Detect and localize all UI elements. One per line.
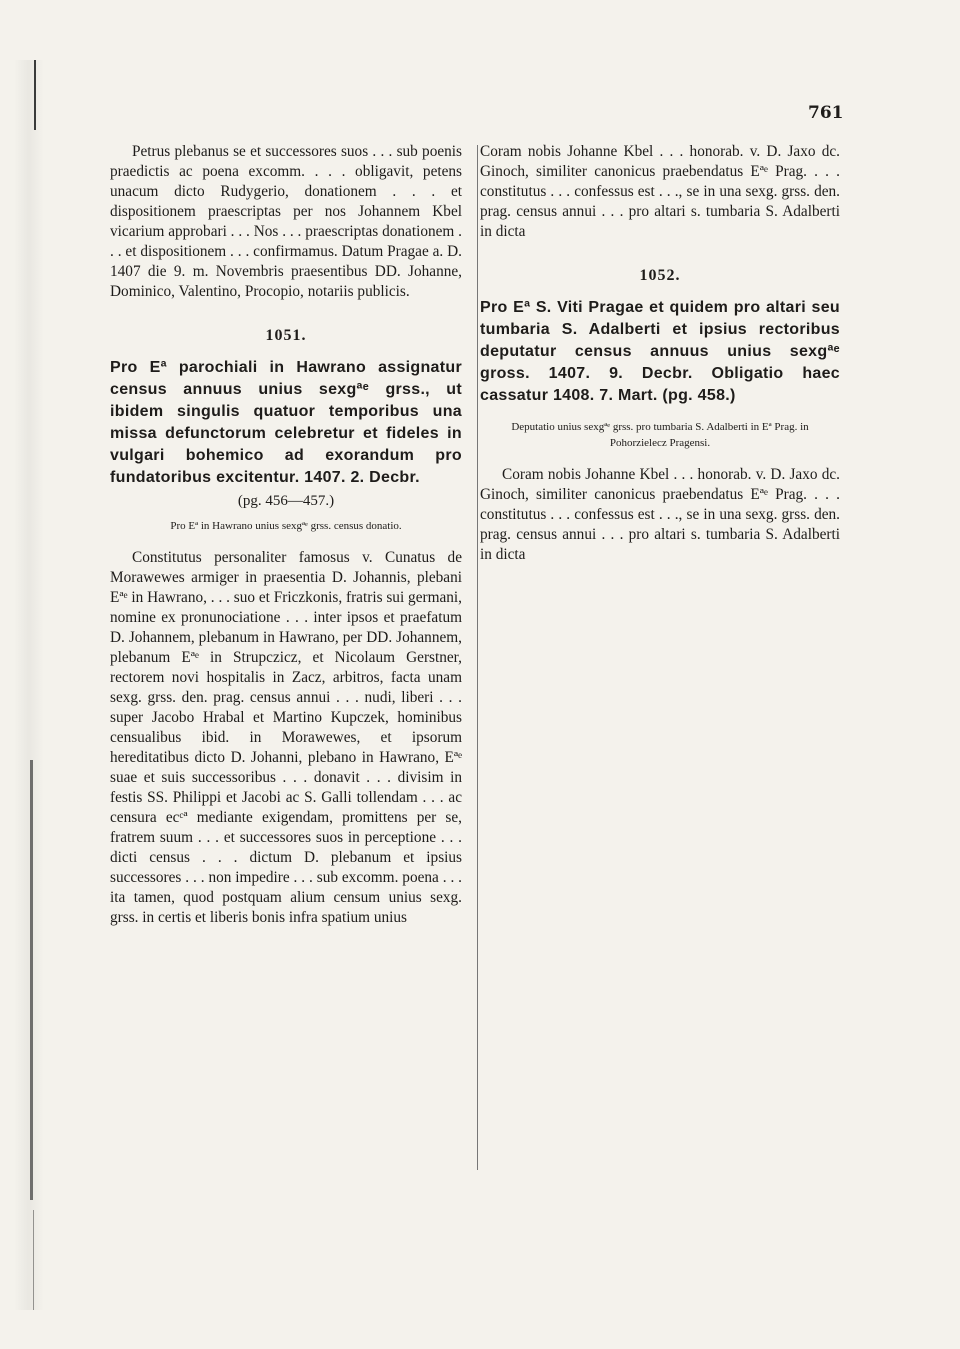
intro-text: Petrus plebanus se et successores suos . . . sub poenis praedictis ac poena excomm. . . . obligavit, petens unacum dicto Rudygerio, donationem . . . et dispositionem praescriptas per nos Johannem Kbel vicarium approbari . . . Nos . . . praescriptas donationem . . . et dispositionem . . . confirmamus. Datum Pragae a. D. 1407 die 9. m. Novembris praesentibus DD. Johanne, Dominico, Valentino, Procopio, notariis publicis. <box>110 143 462 300</box>
entry-heading: Pro Eª parochiali in Hawrano assignatur census annuus unius sexgªᵉ grss., ut ibidem singulis quatuor temporibus una missa defunctorum celebretur et fideles in vulgari bohemico ad exorandum pro fundatoribus excitentur. 1407. 2. Decbr. <box>110 359 462 486</box>
regest: Deputatio unius sexgªᵉ grss. pro tumbaria S. Adalberti in Eª Prag. in Pohorzielecz Pragensi. <box>511 421 809 449</box>
body-text: Constitutus personaliter famosus v. Cunatus de Morawewes armiger in praesentia D. Johannis, plebani Eªᵉ in Hawrano, . . . suo et Friczkonis, fratris sui germani, nomine ex pronunociatione . . . inter ipsos et praefatum D. Johannem, plebanum in Hawrano, per DD. Johannem, plebanum Eªᵉ in Strupczicz, et Nicolaum Gerstner, rectorem novi hospitalis in Zacz, arbitros, facta unam sexg. grss. den. prag. census annui . . . nudi, liberi . . . super Jacobo Hrabal et Martino Kupczek, hominibus censualibus ibid. in Morawewes, et ipsorum hereditatibus dicto D. Johanni, plebano in Hawrano, Eªᵉ suae et suis successoribus . . . donavit . . . divisim in festis SS. Philippi et Jacobi ac S. Galli tollendam . . . ac censura ecᶜª mediante exigendam, promittens per se, fratrem suum . . . et successores suos in perceptione . . . dicti census . . . dictum D. plebanum et ipsius successores . . . non impedire . . . sub excomm. poena . . . ita tamen, quod postquam alium censum unius sexg. grss. in certis et liberis bonis infra spatium unius <box>110 549 462 926</box>
edge-mark <box>30 760 33 1200</box>
right-column <box>480 142 840 565</box>
page-number: 761 <box>808 103 844 123</box>
entry-number: 1051. <box>265 327 307 344</box>
regest: Pro Eª in Hawrano unius sexgªᵉ grss. census donatio. <box>170 520 402 532</box>
left-column <box>110 142 462 928</box>
entry-number: 1052. <box>639 267 681 284</box>
entry-heading: Pro Eª S. Viti Pragae et quidem pro altari seu tumbaria S. Adalberti et ipsius rectoribus deputatur census annuus unius sexgªᵉ gross. 1407. 9. Decbr. Obligatio haec cassatur 1408. 7. Mart. (pg. 458.) <box>480 299 840 404</box>
scan-shadow <box>14 60 44 1310</box>
edge-mark <box>33 1210 34 1310</box>
column-divider <box>477 145 478 1170</box>
edge-mark <box>34 60 36 130</box>
entry-pages: (pg. 456—457.) <box>237 493 335 509</box>
body-text: Coram nobis Johanne Kbel . . . honorab. v. D. Jaxo dc. Ginoch, similiter canonicus praebendatus Eªᵉ Prag. . . . constitutus . . . confessus est . . ., se in una sexg. grss. den. prag. census annui . . . pro altari s. tumbaria S. Adalberti in dicta <box>480 466 840 563</box>
body-text: Coram nobis Johanne Kbel . . . honorab. v. D. Jaxo dc. Ginoch, similiter canonicus praebendatus Eªᵉ Prag. . . . constitutus . . . confessus est . . ., se in una sexg. grss. den. prag. census annui . . . pro altari s. tumbaria S. Adalberti in dicta <box>480 143 840 240</box>
